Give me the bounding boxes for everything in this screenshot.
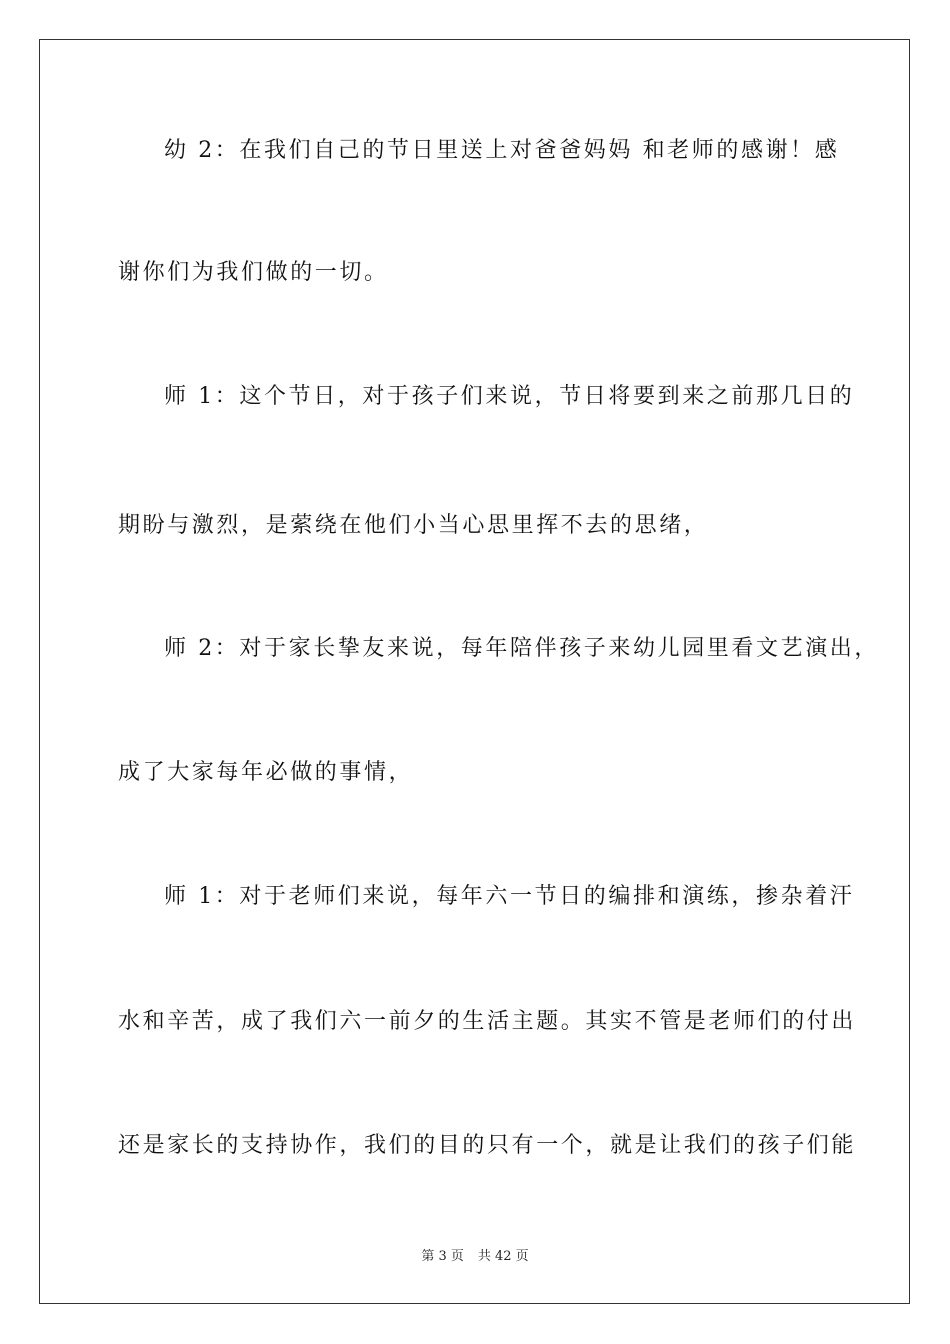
paragraph-line-6: 成了大家每年必做的事情，	[118, 760, 414, 785]
paragraph-line-2: 谢你们为我们做的一切。	[118, 260, 389, 285]
page-total: 共 42 页	[477, 1249, 529, 1264]
paragraph-line-8: 水和辛苦，成了我们六一前夕的生活主题。其实不管是老师们的付出	[118, 1009, 857, 1034]
paragraph-line-3: 师 1：这个节日，对于孩子们来说，节日将要到来之前那几日的	[164, 384, 855, 409]
page-footer	[0, 1248, 950, 1266]
paragraph-line-7: 师 1：对于老师们来说，每年六一节日的编排和演练，掺杂着汗	[164, 884, 855, 909]
paragraph-line-5: 师 2：对于家长挚友来说，每年陪伴孩子来幼儿园里看文艺演出，	[164, 636, 879, 661]
paragraph-line-1: 幼 2：在我们自己的节日里送上对爸爸妈妈 和老师的感谢！感	[164, 138, 840, 163]
paragraph-line-4: 期盼与激烈，是萦绕在他们小当心思里挥不去的思绪，	[118, 513, 709, 538]
page-frame	[39, 39, 910, 1304]
paragraph-line-9: 还是家长的支持协作，我们的目的只有一个，就是让我们的孩子们能	[118, 1133, 857, 1158]
page-number: 第 3 页	[421, 1249, 464, 1264]
